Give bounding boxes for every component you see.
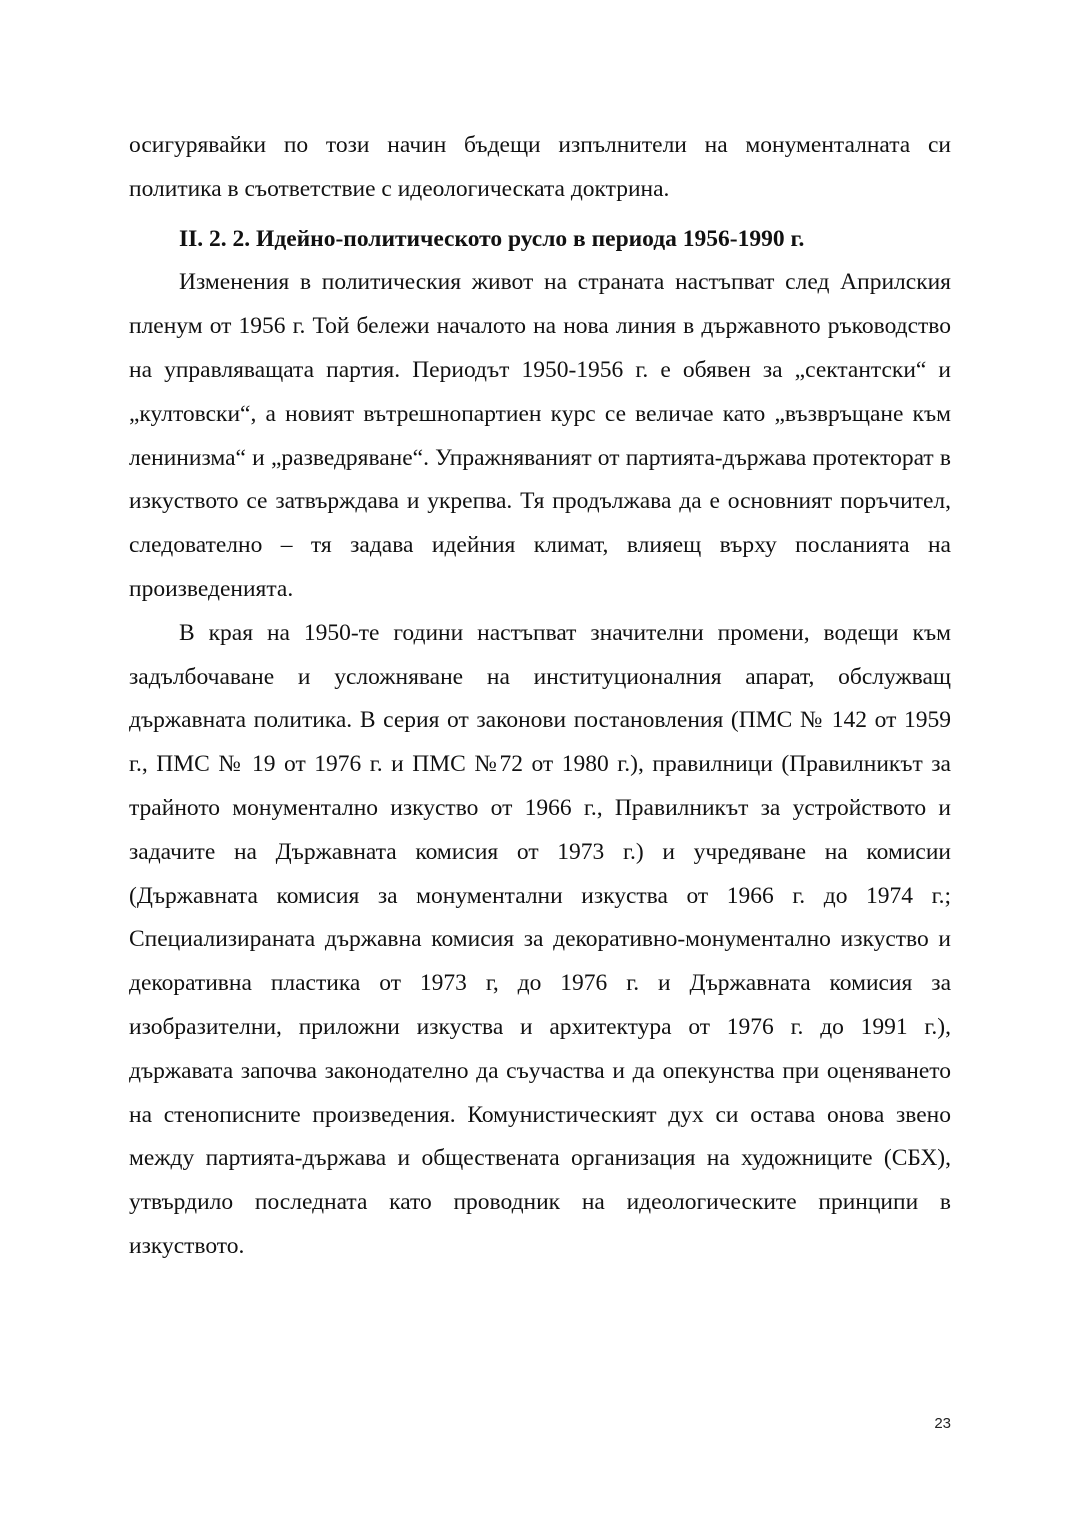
- section-heading: II. 2. 2. Идейно-политическото русло в периода 1956-1990 г.: [179, 225, 805, 252]
- page-body: [129, 124, 951, 1269]
- paragraph-institutional-apparatus: В края на 1950-те години настъпват значителни промени, водещи към задълбочаване и усложняване на институционалния апарат, обслужващ държавната политика. В серия от законови постановления (ПМС № 142 от 1959 г., ПМС № 19 от 1976 г. и ПМС №72 от 1980 г.), правилници (Правилникът за трайното монументално изкуство от 1966 г., Правилникът за устройството и задачите на Държавната комисия от 1973 г.) и учредяване на комисии (Държавната комисия за монументални изкуства от 1966 г. до 1974 г.; Специализираната държавна комисия за декоративно-монументално изкуство и декоративна пластика от 1973 г, до 1976 г. и Държавната комисия за изобразителни, приложни изкуства и архитектура от 1976 г. до 1991 г.), държавата започва законодателно да съучаства и да опекунства при оценяването на стенописните произведения. Комунистическият дух си остава онова звено между партията-държава и обществената организация на художниците (СБХ), утвърдило последната като проводник на идеологическите принципи в изкуството.: [129, 619, 951, 1259]
- paragraph-april-plenum: Изменения в политическия живот на страната настъпват след Априлския пленум от 1956 г. Той бележи началото на нова линия в държавното ръководство на управляващата партия. Периодът 1950-1956 г. е обявен за „сектантски“ и „култовски“, а новият вътрешнопартиен курс се величае като „възвръщане към ленинизма“ и „разведряване“. Упражняваният от партията-държава протекторат в изкуството се затвърждава и укрепва. Тя продължава да е основният поръчител, следователно – тя задава идейния климат, влияещ върху посланията на произведенията.: [129, 269, 951, 602]
- page-number: 23: [934, 1415, 951, 1432]
- continued-paragraph: осигурявайки по този начин бъдещи изпълнители на монументалната си политика в съответствие с идеологическата доктрина.: [129, 132, 951, 202]
